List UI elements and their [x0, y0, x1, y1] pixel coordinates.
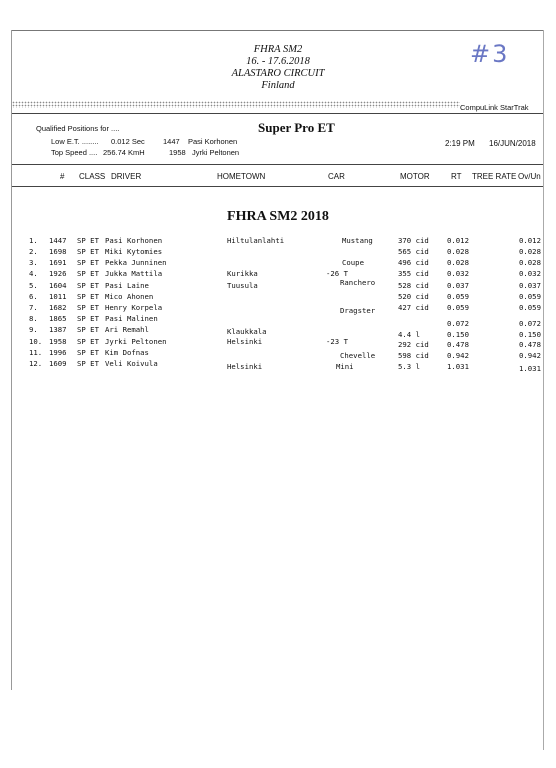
- row-ovun: 0.072: [519, 319, 541, 328]
- row-rt: 0.028: [447, 247, 469, 256]
- row-hometown: Hiltulanlahti: [227, 236, 285, 245]
- row-ovun: 0.059: [519, 292, 541, 301]
- table-row: [0, 247, 556, 256]
- row-motor: 598 cid: [398, 351, 429, 360]
- table-row: [0, 292, 556, 301]
- top-speed-label: Top Speed ....: [51, 148, 98, 157]
- report-date: 16/JUN/2018: [489, 139, 536, 148]
- row-ovun: 1.031: [519, 364, 541, 373]
- top-speed-driver: Jyrki Peltonen: [192, 148, 240, 157]
- event-dates: 16. - 17.6.2018: [246, 56, 310, 67]
- divider-middle: [12, 164, 543, 165]
- row-number: 1691: [49, 258, 67, 267]
- low-et-label: Low E.T. ........: [51, 137, 99, 146]
- row-number: 1604: [49, 281, 67, 290]
- row-ovun: 0.478: [519, 340, 541, 349]
- col-header-driver: DRIVER: [111, 172, 142, 181]
- row-number: 1387: [49, 325, 67, 334]
- row-class: SP ET: [77, 325, 99, 334]
- row-ovun: 0.032: [519, 269, 541, 278]
- col-header-tree-rate: TREE RATE: [472, 172, 517, 181]
- row-number: 1609: [49, 359, 67, 368]
- row-hometown: Kurikka: [227, 269, 258, 278]
- row-motor: 496 cid: [398, 258, 429, 267]
- class-title: Super Pro ET: [258, 120, 335, 135]
- row-class: SP ET: [77, 247, 99, 256]
- row-hometown: Tuusula: [227, 281, 258, 290]
- dotted-band: [12, 101, 460, 108]
- section-title: FHRA SM2 2018: [227, 209, 329, 224]
- row-number: 1926: [49, 269, 67, 278]
- row-car: Dragster: [340, 306, 376, 315]
- row-ovun: 0.059: [519, 303, 541, 312]
- row-number: 1011: [49, 292, 67, 301]
- table-row: [0, 269, 556, 278]
- row-rt: 0.059: [447, 292, 469, 301]
- row-ovun: 0.942: [519, 351, 541, 360]
- col-header-motor: MOTOR: [400, 172, 430, 181]
- row-number: 1698: [49, 247, 67, 256]
- report-time: 2:19 PM: [445, 139, 475, 148]
- low-et-driver: Pasi Korhonen: [188, 137, 238, 146]
- table-row: [0, 303, 556, 315]
- table-row: [0, 348, 556, 360]
- row-position: 5.: [29, 281, 38, 290]
- row-class: SP ET: [77, 348, 99, 357]
- row-rt: 0.478: [447, 340, 469, 349]
- row-position: 1.: [29, 236, 38, 245]
- row-position: 8.: [29, 314, 38, 323]
- table-row: [0, 278, 556, 290]
- col-header-ovun: Ov/Un: [518, 172, 541, 181]
- row-class: SP ET: [77, 258, 99, 267]
- row-number: 1865: [49, 314, 67, 323]
- row-driver: Pasi Laine: [105, 281, 149, 290]
- row-motor: 427 cid: [398, 303, 429, 312]
- row-rt: 1.031: [447, 362, 469, 371]
- divider-top: [12, 113, 543, 114]
- brand-label: CompuLink StarTrak: [460, 103, 529, 112]
- low-et-value: 0.012 Sec: [111, 137, 145, 146]
- page-frame-right: [543, 30, 544, 750]
- row-driver: Pasi Malinen: [105, 314, 158, 323]
- row-driver: Ari Remahl: [105, 325, 149, 334]
- row-position: 12.: [29, 359, 43, 368]
- event-country: Finland: [261, 80, 295, 91]
- row-class: SP ET: [77, 337, 99, 346]
- row-ovun: 0.037: [519, 281, 541, 290]
- row-driver: Miki Kytomies: [105, 247, 163, 256]
- row-rt: 0.028: [447, 258, 469, 267]
- row-position: 3.: [29, 258, 38, 267]
- row-ovun: 0.150: [519, 330, 541, 339]
- row-number: 1447: [49, 236, 67, 245]
- top-speed-number: 1958: [169, 148, 186, 157]
- divider-header: [12, 186, 543, 187]
- row-driver: Mico Ahonen: [105, 292, 154, 301]
- col-header-number: #: [60, 172, 65, 181]
- event-circuit: ALASTARO CIRCUIT: [231, 68, 325, 79]
- row-driver: Henry Korpela: [105, 303, 163, 312]
- row-car: -26 T: [326, 269, 348, 278]
- row-car: Coupe: [342, 258, 364, 267]
- row-class: SP ET: [77, 292, 99, 301]
- row-rt: 0.012: [447, 236, 469, 245]
- row-rt: 0.942: [447, 351, 469, 360]
- top-speed-value: 256.74 KmH: [103, 148, 145, 157]
- row-position: 11.: [29, 348, 43, 357]
- handwritten-page-number: #3: [470, 40, 510, 68]
- row-car: Ranchero: [340, 278, 376, 287]
- row-position: 10.: [29, 337, 43, 346]
- row-car: Chevelle: [340, 351, 376, 360]
- row-class: SP ET: [77, 303, 99, 312]
- row-position: 2.: [29, 247, 38, 256]
- row-driver: Kim Dofnas: [105, 348, 149, 357]
- row-class: SP ET: [77, 281, 99, 290]
- low-et-number: 1447: [163, 137, 180, 146]
- row-rt: 0.059: [447, 303, 469, 312]
- row-motor: 5.3 l: [398, 362, 420, 371]
- page-frame-top: [11, 30, 543, 31]
- row-car: -23 T: [326, 337, 348, 346]
- row-motor: 370 cid: [398, 236, 429, 245]
- row-position: 6.: [29, 292, 38, 301]
- row-driver: Jukka Mattila: [105, 269, 163, 278]
- table-row: [0, 337, 556, 349]
- row-motor: 4.4 l: [398, 330, 420, 339]
- row-car: Mini: [336, 362, 354, 371]
- row-number: 1958: [49, 337, 67, 346]
- row-position: 7.: [29, 303, 38, 312]
- table-row: [0, 236, 556, 245]
- row-ovun: 0.028: [519, 258, 541, 267]
- row-driver: Pasi Korhonen: [105, 236, 163, 245]
- row-driver: Pekka Junninen: [105, 258, 167, 267]
- row-position: 4.: [29, 269, 38, 278]
- col-header-hometown: HOMETOWN: [217, 172, 266, 181]
- table-row: [0, 314, 556, 328]
- row-rt: 0.032: [447, 269, 469, 278]
- row-ovun: 0.012: [519, 236, 541, 245]
- table-row: [0, 325, 556, 339]
- row-position: 9.: [29, 325, 38, 334]
- event-name: FHRA SM2: [253, 44, 303, 55]
- row-class: SP ET: [77, 236, 99, 245]
- row-rt: 0.037: [447, 281, 469, 290]
- row-ovun: 0.028: [519, 247, 541, 256]
- row-motor: 292 cid: [398, 340, 429, 349]
- row-motor: 565 cid: [398, 247, 429, 256]
- row-class: SP ET: [77, 269, 99, 278]
- qualified-label: Qualified Positions for ....: [36, 124, 120, 133]
- row-class: SP ET: [77, 359, 99, 368]
- row-motor: 528 cid: [398, 281, 429, 290]
- row-motor: 520 cid: [398, 292, 429, 301]
- col-header-rt: RT: [451, 172, 462, 181]
- row-hometown: Helsinki: [227, 362, 263, 371]
- row-class: SP ET: [77, 314, 99, 323]
- col-header-class: CLASS: [79, 172, 106, 181]
- row-rt: 0.150: [447, 330, 469, 339]
- row-driver: Veli Koivula: [105, 359, 158, 368]
- row-number: 1682: [49, 303, 67, 312]
- table-row: [0, 359, 556, 373]
- table-row: [0, 258, 556, 267]
- row-number: 1996: [49, 348, 67, 357]
- row-hometown: Klaukkala: [227, 327, 267, 336]
- row-motor: 355 cid: [398, 269, 429, 278]
- row-hometown: Helsinki: [227, 337, 263, 346]
- col-header-car: CAR: [328, 172, 345, 181]
- row-rt: 0.072: [447, 319, 469, 328]
- row-car: Mustang: [342, 236, 373, 245]
- row-driver: Jyrki Peltonen: [105, 337, 167, 346]
